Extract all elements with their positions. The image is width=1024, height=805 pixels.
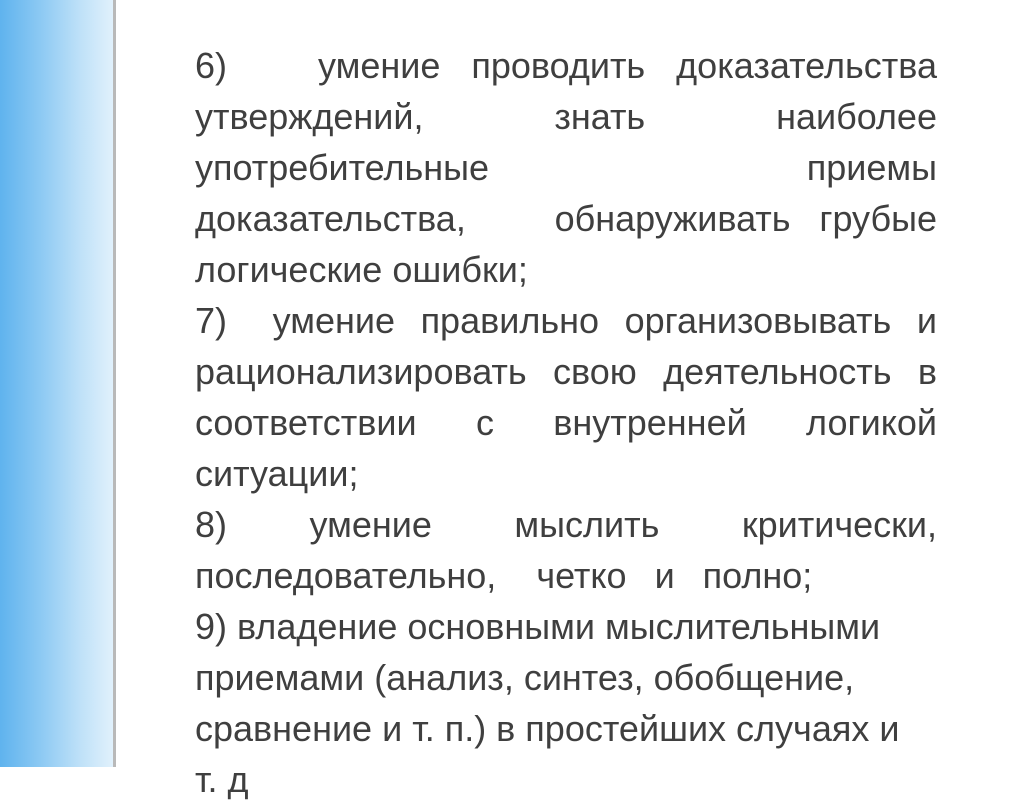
word: внутренней [553,402,747,443]
left-bar-divider [113,0,116,767]
word: мыслить [514,504,660,545]
word: сравнение и т. п.) в простейших случаях и [195,708,900,749]
text-line-7 [195,346,937,397]
word: организовывать [624,300,892,341]
text-line-14 [195,703,937,754]
word: четко [536,555,627,596]
word: и [654,555,675,596]
text-line-4 [195,193,937,244]
word: правильно [420,300,599,341]
text-line-10 [195,499,937,550]
word: умение [317,45,441,86]
word: обнаруживать [554,198,791,239]
text-line-9 [195,448,937,499]
word: 8) [195,504,228,545]
word: деятельность [663,351,892,392]
word: логикой [806,402,937,443]
word: знать [554,96,646,137]
word: приемами (анализ, синтез, обобщение, [195,657,855,698]
left-gradient-bar [0,0,115,767]
word: 6) [195,45,228,86]
text-line-3 [195,142,937,193]
word: употребительные [195,147,490,188]
word: и [916,300,937,341]
word: доказательства, [195,198,466,239]
text-line-15 [195,754,937,805]
text-line-6 [195,295,937,346]
word: приемы [806,147,937,188]
text-line-5 [195,244,937,295]
word: с [475,402,494,443]
text-line-13 [195,652,937,703]
word: грубые [819,198,937,239]
text-line-12 [195,601,937,652]
text-line-8 [195,397,937,448]
word: проводить [471,45,646,86]
word: полно; [702,555,813,596]
text-line-2 [195,91,937,142]
word: доказательства [676,45,937,86]
word: умение [272,300,395,341]
text-line-11 [195,550,937,601]
text-line-1 [195,40,937,91]
word: соответствии [195,402,417,443]
word: умение [309,504,432,545]
word: 7) [195,300,228,341]
word: рационализировать [195,351,527,392]
word: логические ошибки; [195,249,528,290]
word: в [917,351,937,392]
word: т. д [195,759,249,800]
word: утверждений, [195,96,424,137]
word: наиболее [776,96,937,137]
word: свою [553,351,637,392]
word: 9) владение основными мыслительными [195,606,881,647]
word: критически, [741,504,937,545]
word: ситуации; [195,453,359,494]
word: последовательно, [195,555,497,596]
slide-body-text [195,40,937,805]
